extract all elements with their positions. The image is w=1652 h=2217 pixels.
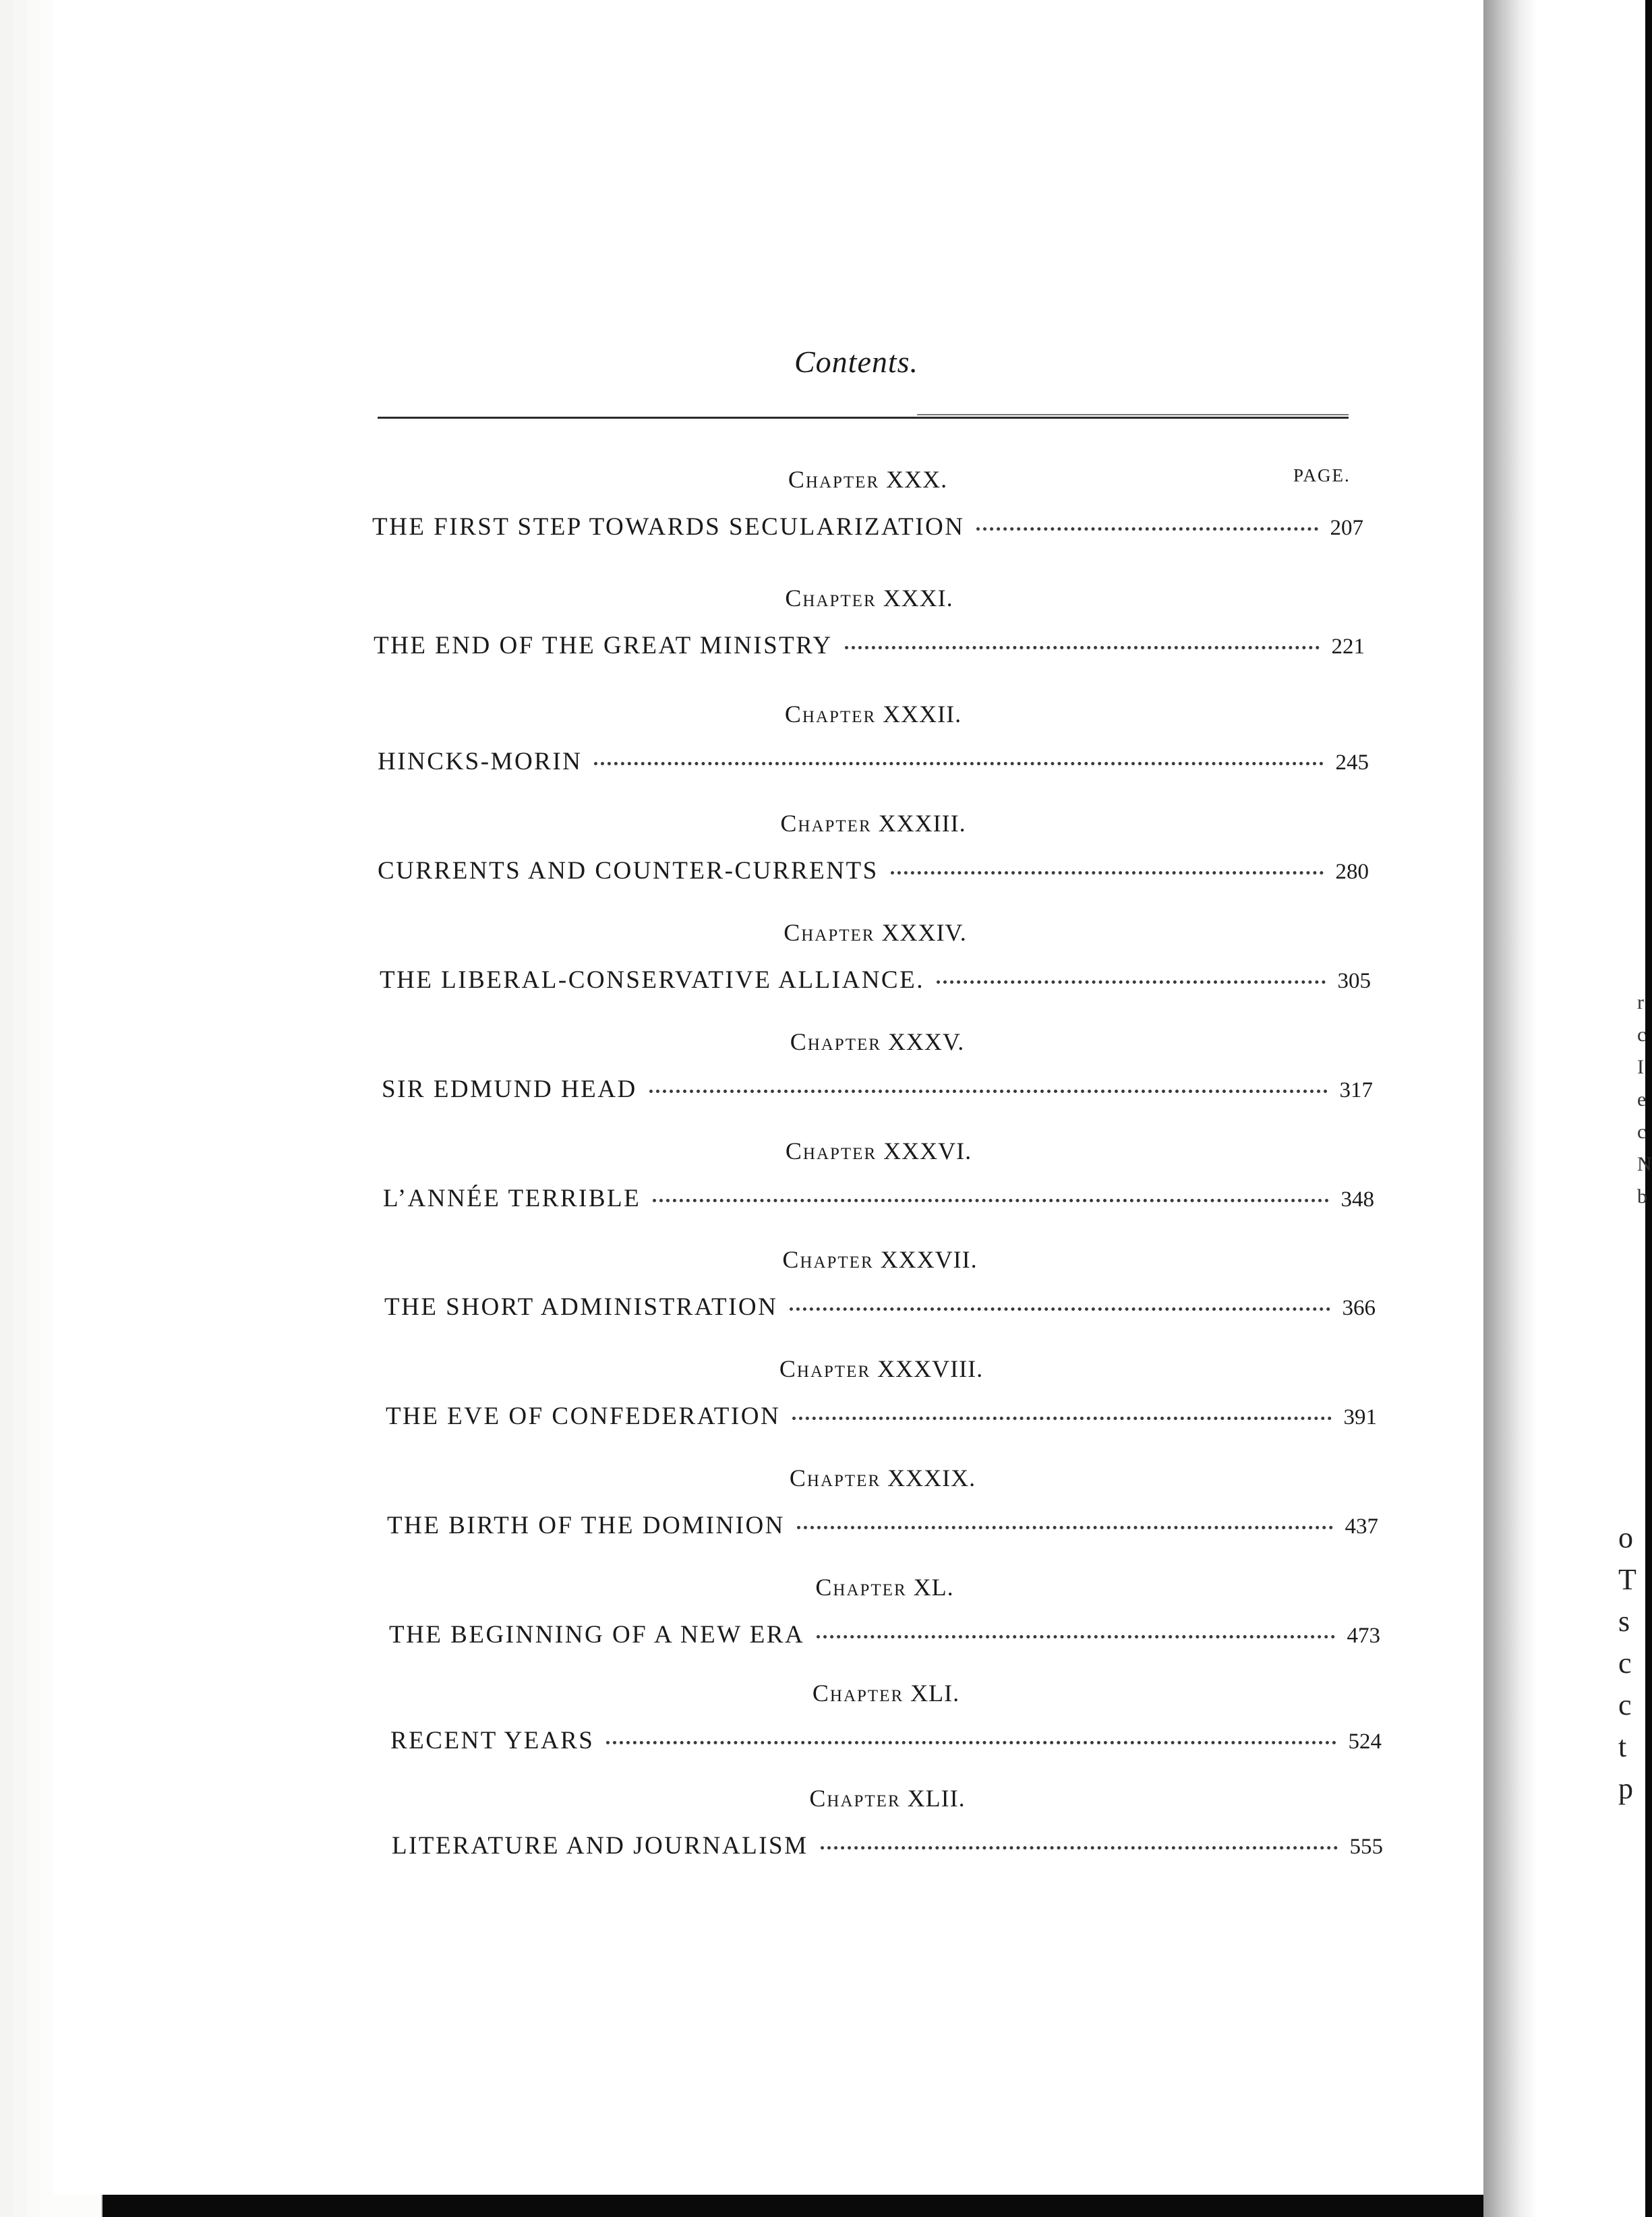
page-number: 524	[1348, 1730, 1382, 1754]
chapter-heading: Chapter XLII.	[809, 1785, 966, 1812]
chapter-title: CURRENTS AND COUNTER-CURRENTS	[378, 857, 879, 885]
facing-text-fragment: b	[1637, 1185, 1647, 1208]
facing-text-fragment: c	[1618, 1647, 1632, 1680]
page-number: 207	[1330, 516, 1363, 540]
facing-text-fragment: t	[1618, 1730, 1627, 1763]
toc-entry	[378, 809, 1369, 910]
page-column-label: PAGE.	[1293, 465, 1351, 485]
facing-text-fragment: r	[1637, 991, 1644, 1013]
dot-leader	[817, 1635, 1334, 1638]
dot-leader	[797, 1526, 1333, 1529]
dot-leader	[653, 1199, 1328, 1202]
page-number: 348	[1340, 1187, 1374, 1212]
page-number: 245	[1335, 750, 1369, 775]
facing-text-fragment: T	[1618, 1563, 1636, 1596]
dot-leader	[649, 1090, 1328, 1093]
page-number: 221	[1331, 634, 1365, 659]
facing-text-fragment: N	[1637, 1153, 1652, 1175]
dot-leader	[937, 980, 1326, 984]
chapter-heading: Chapter XXXIV.	[784, 919, 967, 946]
toc-entry	[392, 1784, 1383, 1885]
dot-leader	[976, 527, 1318, 531]
page-number: 473	[1347, 1624, 1380, 1648]
facing-text-fragment: e	[1637, 1088, 1647, 1111]
chapter-heading: Chapter XXXII.	[784, 701, 962, 728]
chapter-title: L’ANNÉE TERRIBLE	[383, 1185, 641, 1212]
facing-text-fragment: p	[1618, 1772, 1633, 1805]
page-number: 280	[1335, 860, 1369, 884]
facing-text-fragment: o	[1618, 1521, 1633, 1554]
toc-entry	[374, 584, 1365, 685]
dot-leader	[792, 1417, 1331, 1420]
chapter-title: THE FIRST STEP TOWARDS SECULARIZATION	[372, 513, 965, 541]
chapter-heading: Chapter XL.	[815, 1574, 954, 1601]
facing-page-fragment	[1537, 0, 1652, 2217]
book-gutter	[1483, 0, 1537, 2217]
toc-entry	[383, 1137, 1374, 1238]
toc-entry	[387, 1464, 1378, 1565]
dot-leader	[891, 871, 1324, 875]
toc-entry	[390, 1679, 1382, 1780]
toc-entry	[378, 700, 1369, 801]
dot-leader	[606, 1741, 1336, 1744]
dot-leader	[594, 762, 1323, 765]
facing-text-fragment: s	[1618, 1605, 1630, 1638]
page-number: 391	[1343, 1405, 1377, 1429]
facing-text-fragment: c	[1618, 1688, 1632, 1721]
chapter-title: LITERATURE AND JOURNALISM	[392, 1832, 808, 1860]
page-number: 317	[1339, 1078, 1373, 1102]
chapter-title: SIR EDMUND HEAD	[382, 1075, 637, 1103]
chapter-heading: Chapter XXXI.	[785, 585, 953, 612]
chapter-heading: Chapter XXXIII.	[780, 810, 966, 837]
chapter-title: RECENT YEARS	[390, 1727, 595, 1754]
chapter-title: THE EVE OF CONFEDERATION	[386, 1402, 781, 1430]
chapter-heading: Chapter XXXVIII.	[779, 1355, 984, 1382]
chapter-heading: Chapter XXXVI.	[785, 1137, 972, 1164]
dot-leader	[845, 646, 1320, 649]
toc-entry	[389, 1573, 1380, 1674]
running-head: Contents.	[794, 345, 919, 379]
page-number: 305	[1337, 969, 1371, 993]
dot-leader	[790, 1307, 1330, 1311]
facing-text-fragment: I	[1637, 1056, 1644, 1078]
facing-text-fragment: c	[1637, 1121, 1647, 1143]
toc-entry	[384, 1245, 1376, 1347]
chapter-title: THE END OF THE GREAT MINISTRY	[374, 632, 833, 659]
chapter-title: THE BIRTH OF THE DOMINION	[387, 1512, 785, 1539]
chapter-heading: Chapter XXXVII.	[782, 1246, 978, 1273]
chapter-heading: Chapter XXX.	[788, 466, 948, 493]
header-rule	[378, 417, 1349, 419]
page-number: 366	[1342, 1296, 1376, 1320]
header-rule-faint	[917, 414, 1349, 415]
facing-text-fragment: c	[1637, 1024, 1647, 1046]
toc-entry	[380, 918, 1371, 1019]
toc-entry	[382, 1028, 1373, 1129]
toc-entry	[372, 465, 1363, 566]
chapter-title: THE SHORT ADMINISTRATION	[384, 1293, 778, 1321]
chapter-title: HINCKS-MORIN	[378, 748, 583, 775]
dot-leader	[821, 1846, 1338, 1850]
toc-entry	[386, 1355, 1377, 1456]
chapter-title: THE LIBERAL-CONSERVATIVE ALLIANCE.	[380, 966, 924, 994]
chapter-heading: Chapter XXXIX.	[789, 1465, 976, 1491]
page-number: 555	[1349, 1835, 1383, 1859]
chapter-title: THE BEGINNING OF A NEW ERA	[389, 1621, 805, 1649]
page-number: 437	[1345, 1514, 1378, 1539]
chapter-heading: Chapter XXXV.	[790, 1028, 965, 1055]
chapter-heading: Chapter XLI.	[812, 1680, 960, 1707]
